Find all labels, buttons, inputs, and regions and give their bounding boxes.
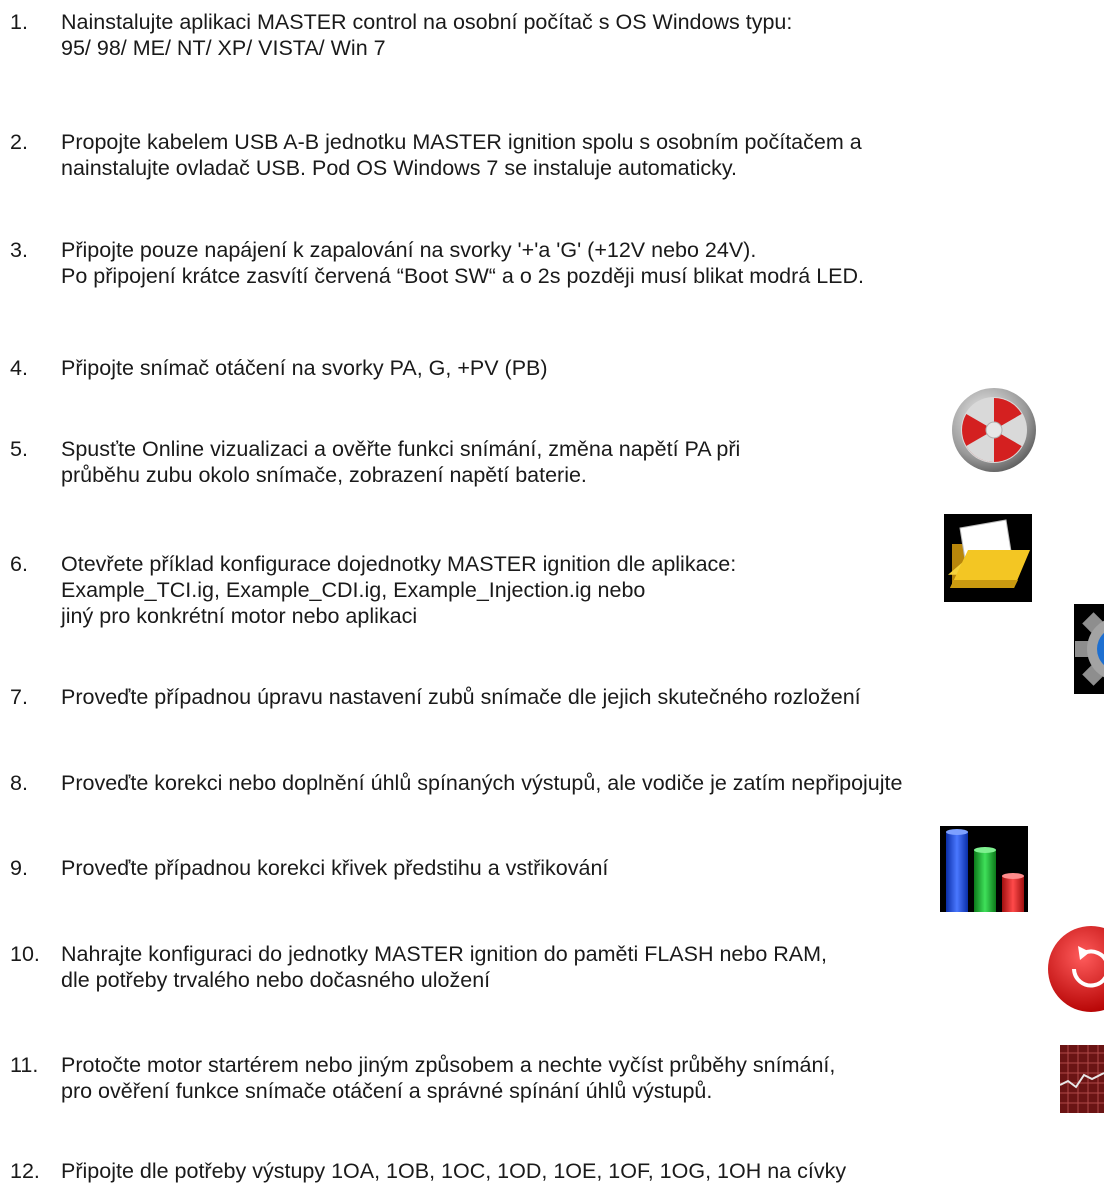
step-text: Nainstalujte aplikaci MASTER control na osobní počítač s OS Windows typu: <box>61 10 793 34</box>
step-number: 10. <box>10 942 40 966</box>
step-text: jiný pro konkrétní motor nebo aplikaci <box>61 604 418 628</box>
step-number: 5. <box>10 437 28 461</box>
step-number: 4. <box>10 356 28 380</box>
step-text: Připojte snímač otáčení na svorky PA, G, +PV (PB) <box>61 356 548 380</box>
bar-chart-icon[interactable] <box>940 826 1028 912</box>
step-text: Proveďte případnou korekci křivek předstihu a vstřikování <box>61 856 609 880</box>
step-text: nainstalujte ovladač USB. Pod OS Windows 7 se instaluje automaticky. <box>61 156 737 180</box>
step-number: 12. <box>10 1159 40 1183</box>
step-text: dle potřeby trvalého nebo dočasného uložení <box>61 968 491 992</box>
step-number: 1. <box>10 10 28 34</box>
step-number: 6. <box>10 552 28 576</box>
step-text: Proveďte korekci nebo doplnění úhlů spínaných výstupů, ale vodiče je zatím nepřipojujte <box>61 771 903 795</box>
step-text: pro ověření funkce snímače otáčení a správné spínání úhlů výstupů. <box>61 1079 713 1103</box>
step-number: 9. <box>10 856 28 880</box>
step-number: 8. <box>10 771 28 795</box>
step-text: Po připojení krátce zasvítí červená “Boot SW“ a o 2s později musí blikat modrá LED. <box>61 264 865 288</box>
step-number: 7. <box>10 685 28 709</box>
waveform-icon[interactable] <box>1060 1045 1104 1113</box>
settings-gear-icon[interactable] <box>1074 604 1104 694</box>
step-text: Připojte pouze napájení k zapalování na svorky '+'a 'G' (+12V nebo 24V). <box>61 238 757 262</box>
online-visualization-icon[interactable] <box>950 386 1038 474</box>
step-number: 3. <box>10 238 28 262</box>
step-text: Spusťte Online vizualizaci a ověřte funkci snímání, změna napětí PA při <box>61 437 741 461</box>
step-text: Otevřete příklad konfigurace dojednotky MASTER ignition dle aplikace: <box>61 552 737 576</box>
step-text: Nahrajte konfiguraci do jednotky MASTER ignition do paměti FLASH nebo RAM, <box>61 942 828 966</box>
step-text: Protočte motor startérem nebo jiným způsobem a nechte vyčíst průběhy snímání, <box>61 1053 836 1077</box>
open-folder-icon[interactable] <box>944 514 1032 602</box>
step-text: Propojte kabelem USB A-B jednotku MASTER ignition spolu s osobním počítačem a <box>61 130 862 154</box>
step-number: 11. <box>10 1053 39 1077</box>
step-text: Example_TCI.ig, Example_CDI.ig, Example_Injection.ig nebo <box>61 578 646 602</box>
step-text: průběhu zubu okolo snímače, zobrazení napětí baterie. <box>61 463 587 487</box>
step-text: Proveďte případnou úpravu nastavení zubů snímače dle jejich skutečného rozložení <box>61 685 861 709</box>
step-text: Připojte dle potřeby výstupy 1OA, 1OB, 1OC, 1OD, 1OE, 1OF, 1OG, 1OH na cívky <box>61 1159 847 1183</box>
step-text: 95/ 98/ ME/ NT/ XP/ VISTA/ Win 7 <box>61 36 386 60</box>
upload-refresh-icon[interactable] <box>1046 924 1104 1014</box>
step-number: 2. <box>10 130 28 154</box>
